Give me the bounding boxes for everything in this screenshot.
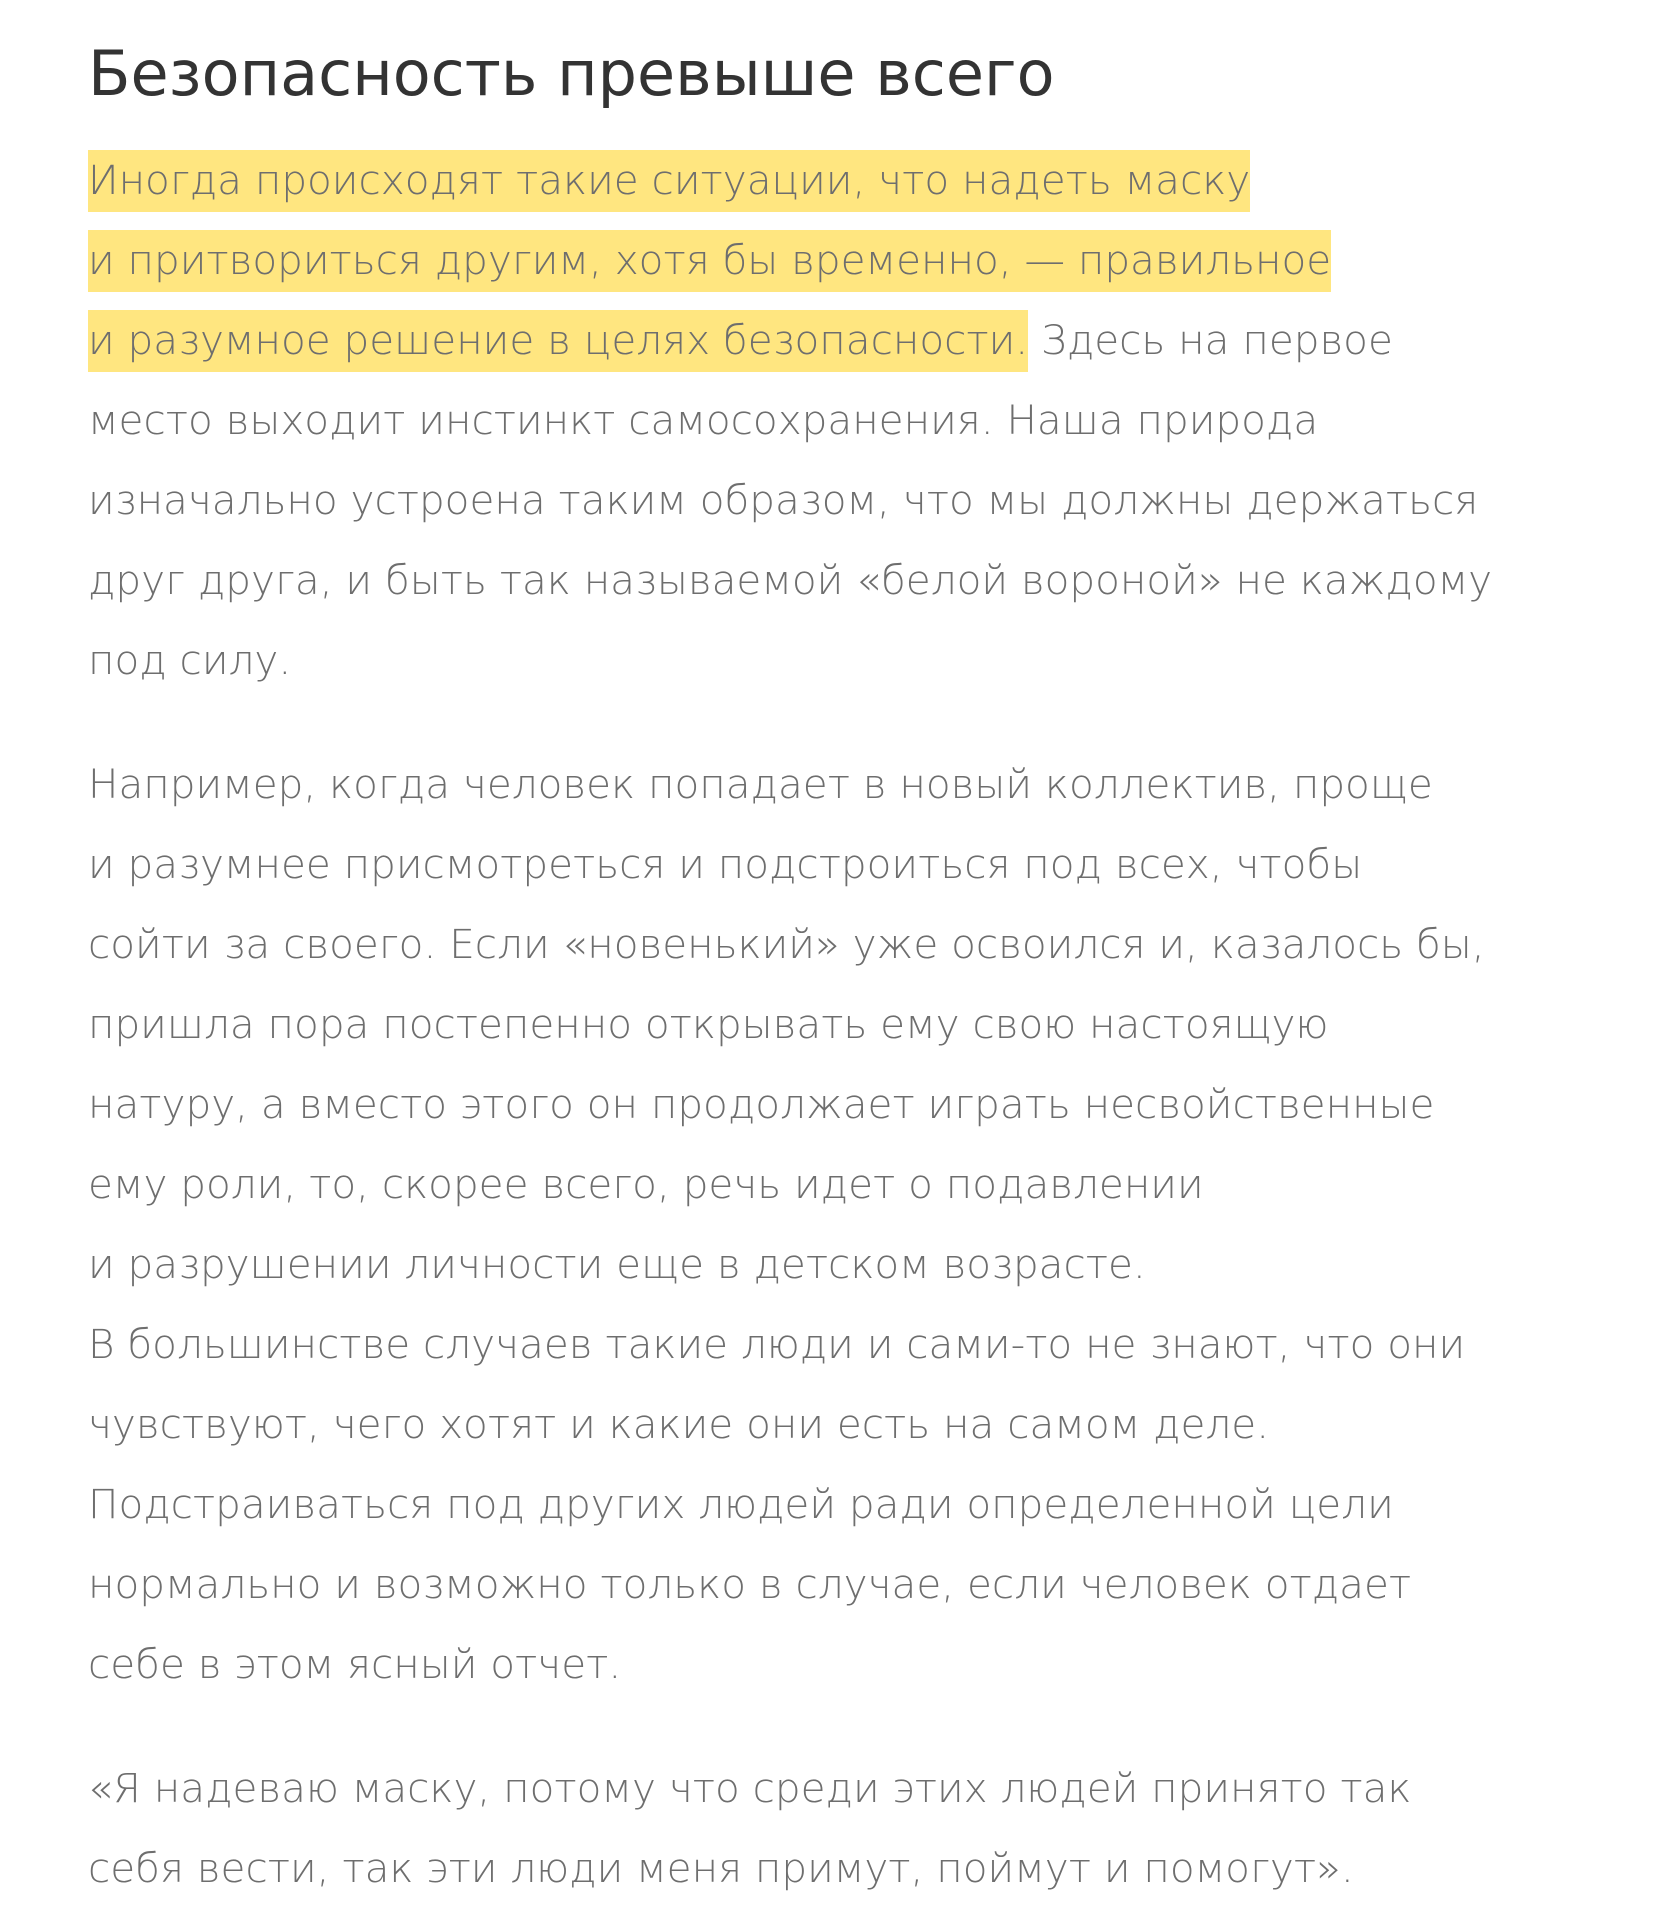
text-line: под силу. [88, 636, 292, 684]
text-line: нормально и возможно только в случае, если человек отдает [88, 1560, 1412, 1608]
text-line: «Я надеваю маску, потому что среди этих людей принято так [88, 1764, 1412, 1812]
text-line: Например, когда человек попадает в новый коллектив, проще [88, 760, 1433, 808]
highlighted-text: и разумное решение в целях безопасности. [88, 310, 1028, 372]
paragraph-1 [88, 140, 1648, 700]
highlighted-text: и притвориться другим, хотя бы временно, — правильное [88, 230, 1331, 292]
text-line: и разумнее присмотреться и подстроиться под всех, чтобы [88, 840, 1363, 888]
text-line: ему роли, то, скорее всего, речь идет о подавлении [88, 1160, 1204, 1208]
paragraph-2 [88, 744, 1648, 1704]
text-line [88, 140, 1648, 220]
text-line: пришла пора постепенно открывать ему свою настоящую [88, 1000, 1329, 1048]
text-fragment: Здесь на первое [1028, 316, 1393, 364]
text-line: Подстраиваться под других людей ради определенной цели [88, 1480, 1394, 1528]
text-line: сойти за своего. Если «новенький» уже освоился и, казалось бы, [88, 920, 1485, 968]
text-line [88, 300, 1648, 380]
section-heading: Безопасность превыше всего [88, 37, 1055, 110]
text-line: и разрушении личности еще в детском возрасте. [88, 1240, 1146, 1288]
text-line: натуру, а вместо этого он продолжает играть несвойственные [88, 1080, 1435, 1128]
text-line: себя вести, так эти люди меня примут, поймут и помогут». [88, 1844, 1354, 1892]
text-line [88, 220, 1648, 300]
text-line: себе в этом ясный отчет. [88, 1640, 622, 1688]
text-line: друг друга, и быть так называемой «белой вороной» не каждому [88, 556, 1493, 604]
highlighted-text: Иногда происходят такие ситуации, что надеть маску [88, 150, 1250, 212]
text-line: В большинстве случаев такие люди и сами-то не знают, что они [88, 1320, 1466, 1368]
article [88, 30, 1648, 1908]
text-line: место выходит инстинкт самосохранения. Наша природа [88, 396, 1319, 444]
paragraph-3-quote [88, 1748, 1648, 1908]
text-line: изначально устроена таким образом, что мы должны держаться [88, 476, 1479, 524]
text-line: чувствуют, чего хотят и какие они есть на самом деле. [88, 1400, 1270, 1448]
